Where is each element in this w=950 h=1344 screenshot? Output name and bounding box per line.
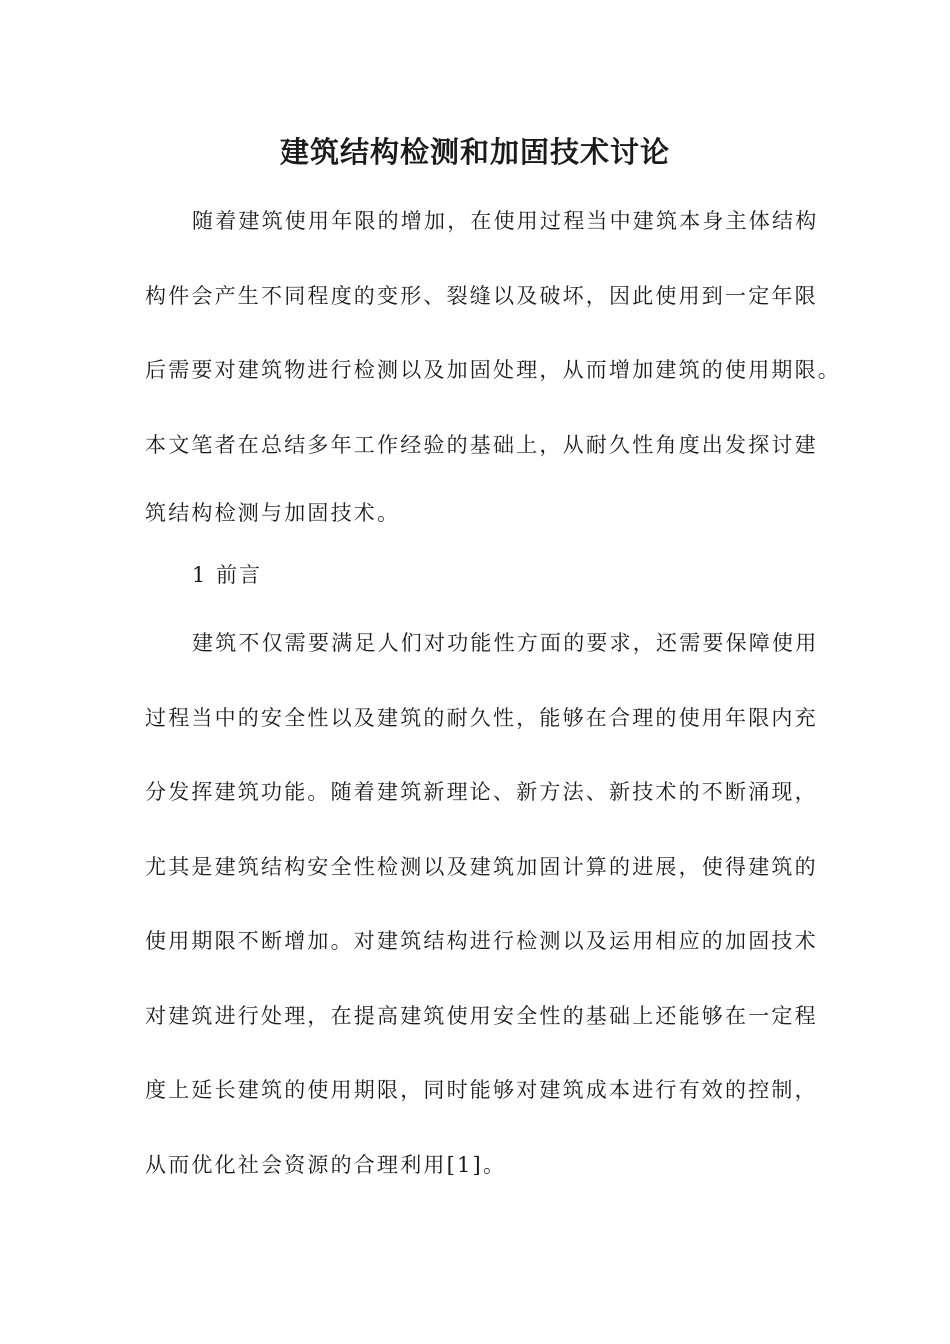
paragraph-line: 过程当中的安全性以及建筑的耐久性，能够在合理的使用年限内充: [145, 705, 818, 730]
paragraph-line: 建筑不仅需要满足人们对功能性方面的要求，还需要保障使用: [192, 631, 819, 655]
paragraph-line: 度上延长建筑的使用期限，同时能够对建筑成本进行有效的控制，: [145, 1078, 818, 1102]
paragraph-line: 分发挥建筑功能。随着建筑新理论、新方法、新技术的不断涌现，: [145, 780, 818, 804]
document-title: 建筑结构检测和加固技术讨论: [279, 135, 670, 169]
paragraph-line: 使用期限不断增加。对建筑结构进行检测以及运用相应的加固技术: [145, 929, 818, 953]
abstract-line: 随着建筑使用年限的增加，在使用过程当中建筑本身主体结构: [192, 209, 819, 233]
paragraph-line: 尤其是建筑结构安全性检测以及建筑加固计算的进展，使得建筑的: [145, 854, 818, 879]
section-heading: 1 前言: [192, 563, 263, 587]
document-body: [145, 184, 841, 1202]
abstract-line: 后需要对建筑物进行检测以及加固处理，从而增加建筑的使用期限。: [145, 358, 841, 382]
paragraph-line: 从而优化社会资源的合理利用[1]。: [145, 1152, 507, 1177]
abstract-line: 筑结构检测与加固技术。: [145, 501, 401, 525]
abstract-line: 本文笔者在总结多年工作经验的基础上，从耐久性角度出发探讨建: [145, 432, 818, 457]
abstract-line: 构件会产生不同程度的变形、裂缝以及破坏，因此使用到一定年限: [145, 283, 818, 308]
paragraph-line: 对建筑进行处理，在提高建筑使用安全性的基础上还能够在一定程: [145, 1003, 818, 1028]
